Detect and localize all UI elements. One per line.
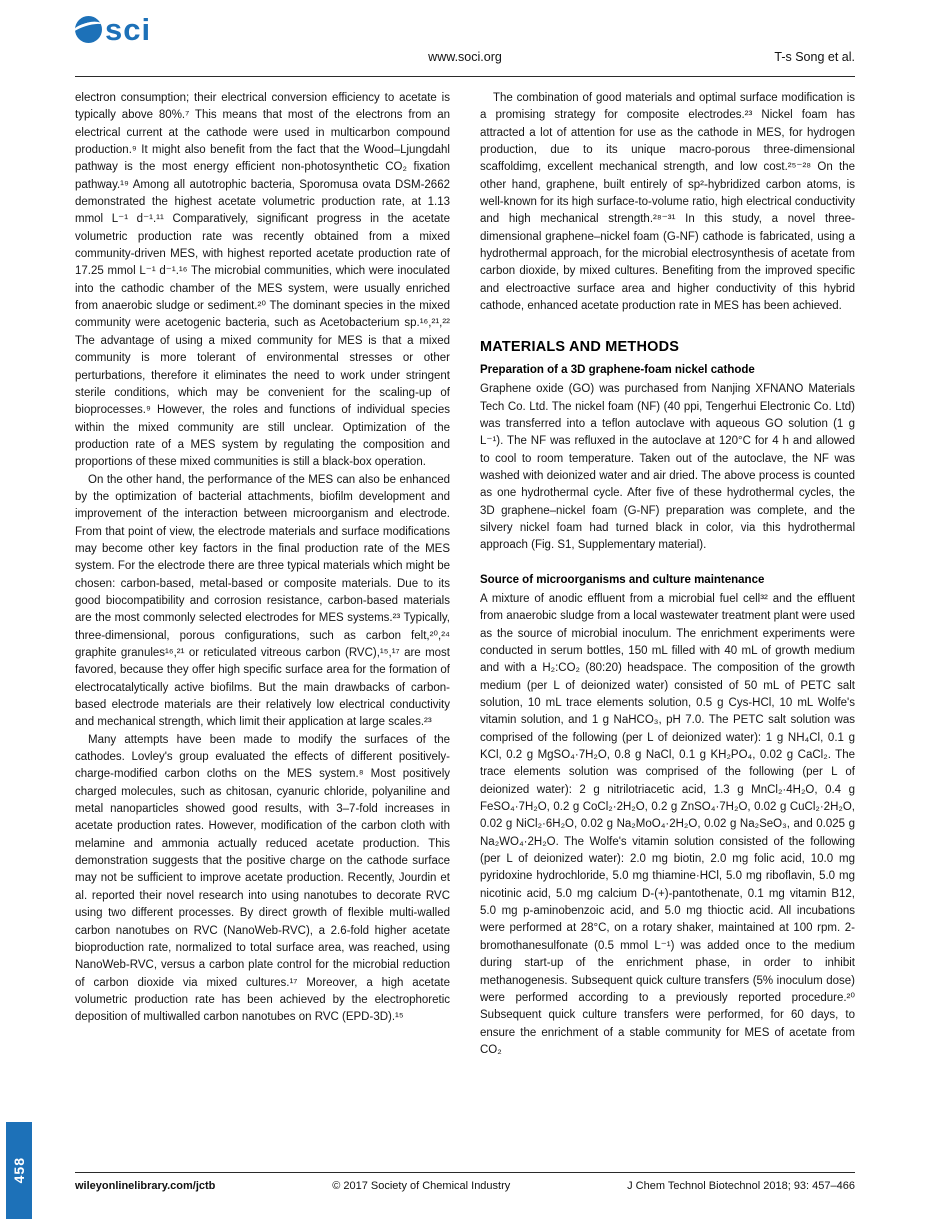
article-body [75,90,855,1059]
page-number-tab [6,1122,32,1219]
footer-rule [75,1172,855,1173]
body-paragraph: A mixture of anodic effluent from a microbial fuel cell³² and the effluent from anaerobic sludge from a local wastewater treatment plant were used as the source of microbial inoculum. The enrichment experiments were conducted in serum bottles, 150 mL filled with 40 mL of growth medium and with a H₂:CO₂ (80:20) headspace. The composition of the growth medium (per L of deionized water) consisted of 50 mL of PETC salt solution, 10 mL trace elements solution, 0.5 g Cys-HCl, 10 mL Wolfe's vitamin solution, and 1 g NaHCO₃, pH 7.0. The PETC salt solution was comprised of the following (per L of deionized water): 1 g NH₄Cl, 0.1 g KCl, 0.2 g MgSO₄·7H₂O, 0.8 g NaCl, 0.1 g KH₂PO₄, 0.02 g CaCl₂. The trace elements solution was comprised of the following (per L of deionized water): 2 g nitrilotriacetic acid, 1.3 g MnCl₂·4H₂O, 0.4 g FeSO₄·7H₂O, 0.2 g CoCl₂·2H₂O, 0.2 g ZnSO₄·7H₂O, 0.02 g CuCl₂·2H₂O, 0.02 g NiCl₂·6H₂O, 0.02 g Na₂MoO₄·2H₂O, 0.02 g Na₂SeO₃, and 0.025 g Na₂WO₄·2H₂O. The Wolfe's vitamin solution consisted of the following (per L of deionized water): 2.0 mg biotin, 2.0 mg folic acid, 10.0 mg pyridoxine hydrochloride, 5.0 mg thiamine·HCl, 5.0 mg riboflavin, 5.0 mg nicotinic acid, 5.0 mg calcium D-(+)-pantothenate, 0.1 mg vitamin B12, 5.0 mg p-aminobenzoic acid, and 5.0 mg thioctic acid. All incubations were performed at 28°C, on a rotary shaker, maintained at 100 rpm. 2-bromothanesulfonate (0.5 mmol L⁻¹) was added once to the medium during start-up of the enrichment phase, in order to inhibit methanogenesis. Subsequent quick culture transfers (5% inoculum dose) were performed according to a previously reported procedure.²⁰ Subsequent quick culture transfers were performed, for 60 days, to ensure the enrichment of a stable community for MES of acetate from CO₂ [480,592,855,1056]
sci-logo [75,12,152,47]
header-rule [75,76,855,77]
page-header [75,14,855,74]
footer-copyright: © 2017 Society of Chemical Industry [332,1180,511,1192]
left-column [75,90,450,1059]
footer-citation: J Chem Technol Biotechnol 2018; 93: 457–466 [627,1180,855,1192]
body-paragraph: Graphene oxide (GO) was purchased from Nanjing XFNANO Materials Tech Co. Ltd. The nickel foam (NF) (40 ppi, Tengerhui Electronic Co. Ltd) was transferred into a teflon autoclave with aqueous GO solution (1 g L⁻¹). The NF was refluxed in the autoclave at 120°C for 4 h and allowed to cool to room temperature. Taken out of the autoclave, the NF was washed with deionized water and air dried. The above process is counted as one hydrothermal cycle. After five of these hydrothermal cycles, the 3D graphene–nickel foam (G-NF) preparation was complete, and the silvery nickel foam had turned black in color, via this hydrothermal approach (Fig. S1, Supplementary material). [480,383,855,552]
subsection-heading-microorganism-source: Source of microorganisms and culture maintenance [480,573,765,586]
running-head-authors: T-s Song et al. [774,50,855,64]
body-paragraph: Many attempts have been made to modify the surfaces of the cathodes. Lovley's group evaluated the effects of different positively-charge-modified carbon cloths on the MES system.⁸ Most positively charged molecules, such as chitosan, cyanuric chloride, polyaniline and metal nanoparticles showed good results, with 3–7-fold increases in acetate production rates. However, modification of the carbon cloth with melamine and ammonia actually reduced acetate production. This demonstration suggests that the positive charge on the cathode surface may not be sufficient to improve acetate production. Recently, Jourdin et al. reported their novel research into using nanotubes to decorate RVC using two different processes. By direct growth of flexible multi-walled carbon nanotubes on RVC (NanoWeb-RVC), a 2.6-fold higher acetate bioproduction rate, normalized to total surface area, was reached, using NanoWeb-RVC, versus a carbon plate control for the microbial reduction of carbon dioxide via mixed cultures.¹⁷ Moreover, a high acetate volumetric production rate has been achieved by the electrophoretic deposition of multiwalled carbon nanotubes on RVC (EPD-3D).¹⁵ [75,733,450,1024]
body-paragraph: On the other hand, the performance of the MES can also be enhanced by the optimization of bacterial attachments, biofilm development and improvement of the interaction between microorganism and electrode. From that point of view, the electrode materials and surface modifications may become other key factors in the final production rate of the MES system. For the electrode there are three typical materials which might be chosen: carbon-based, metal-based or composite materials. Due to its good biocompatibility and corrosion resistance, carbon-based materials are the most commonly selected electrodes for MES systems.²³ Typically, three-dimensional, porous configurations, such as carbon felt,²⁰,²⁴ graphite granules¹⁶,²¹ or reticulated vitreous carbon (RVC),¹⁵,¹⁷ are most favored, because they offer high specific surface area for the formation of electrocatalytically active biofilms. But the main drawbacks of carbon-based electrode materials are their relatively low electrical conductivity and mechanical strength, which limit their application at large scales.²³ [75,473,450,729]
section-heading-materials-and-methods: MATERIALS AND METHODS [480,339,680,356]
journal-url-link[interactable]: www.soci.org [428,50,502,64]
page-number: 458 [11,1157,27,1184]
body-paragraph: electron consumption; their electrical conversion efficiency to acetate is typically above 80%.⁷ This means that most of the electrons from an electrical current at the cathode were used in multicarbon compound production.⁹ It might also benefit from the fact that the Wood–Ljungdahl pathway is the most energy efficient non-photosynthetic CO₂ fixation pathway.¹⁹ Among all autotrophic bacteria, Sporomusa ovata DSM-2662 demonstrated the highest acetate volumetric production rate, at 1.13 mmol L⁻¹ d⁻¹.¹¹ Comparatively, significant progress in the acetate volumetric production rate was recently obtained from a mixed community-driven MES, with highest reported acetate production rate of 17.25 mmol L⁻¹ d⁻¹.¹⁶ The microbial communities, which were inoculated into the cathodic chamber of the MES system, were usually enriched from anaerobic sludge or sediment.²⁰ The dominant species in the mixed community were acetogenic bacteria, such as Acetobacterium sp.¹⁶,²¹,²² The advantage of using a mixed community for MES is that a mixed community is more tolerant of environmental stresses or other perturbations, therefore it eliminates the need to work under stringent sterile conditions, which may be convenient for the scaling-up of bioprocesses.⁹ However, the roles and functions of individual species within the mixed community are still unclear. Optimization of the production rate of a MES system by regulating the composition and proportions of these mixed communities is still a black-box operation. [75,92,450,469]
right-column [480,90,855,1059]
subsection-heading-cathode-preparation: Preparation of a 3D graphene-foam nickel cathode [480,363,755,376]
sci-logo-text: sci [105,12,152,47]
page-footer [75,1180,855,1192]
sci-logo-globe-icon [75,16,102,43]
body-paragraph: The combination of good materials and optimal surface modification is a promising strategy for composite electrodes.²³ Nickel foam has attracted a lot of attention for use as the cathode in MES, for hydrogen production, due to its unique macro-porous three-dimensional scaffoldimg, excellent mechanical strength, and low cost.²⁵⁻²⁸ On the other hand, graphene, built entirely of sp²-hybridized carbon atoms, is well-known for its high surface-to-volume ratio, high electrical conductivity and high mechanical strength.²⁸⁻³¹ In this study, a novel three-dimensional graphene–nickel foam (G-NF) cathode is fabricated, using a hydrothermal approach, for the microbial electrosynthesis of acetate from carbon dioxide, by mixed cultures. Benefiting from the improved specific and electroactive surface area and higher conductivity of this hybrid cathode, enhanced acetate production rate in MES has been achieved. [480,92,855,313]
footer-library-link[interactable]: wileyonlinelibrary.com/jctb [75,1180,216,1192]
